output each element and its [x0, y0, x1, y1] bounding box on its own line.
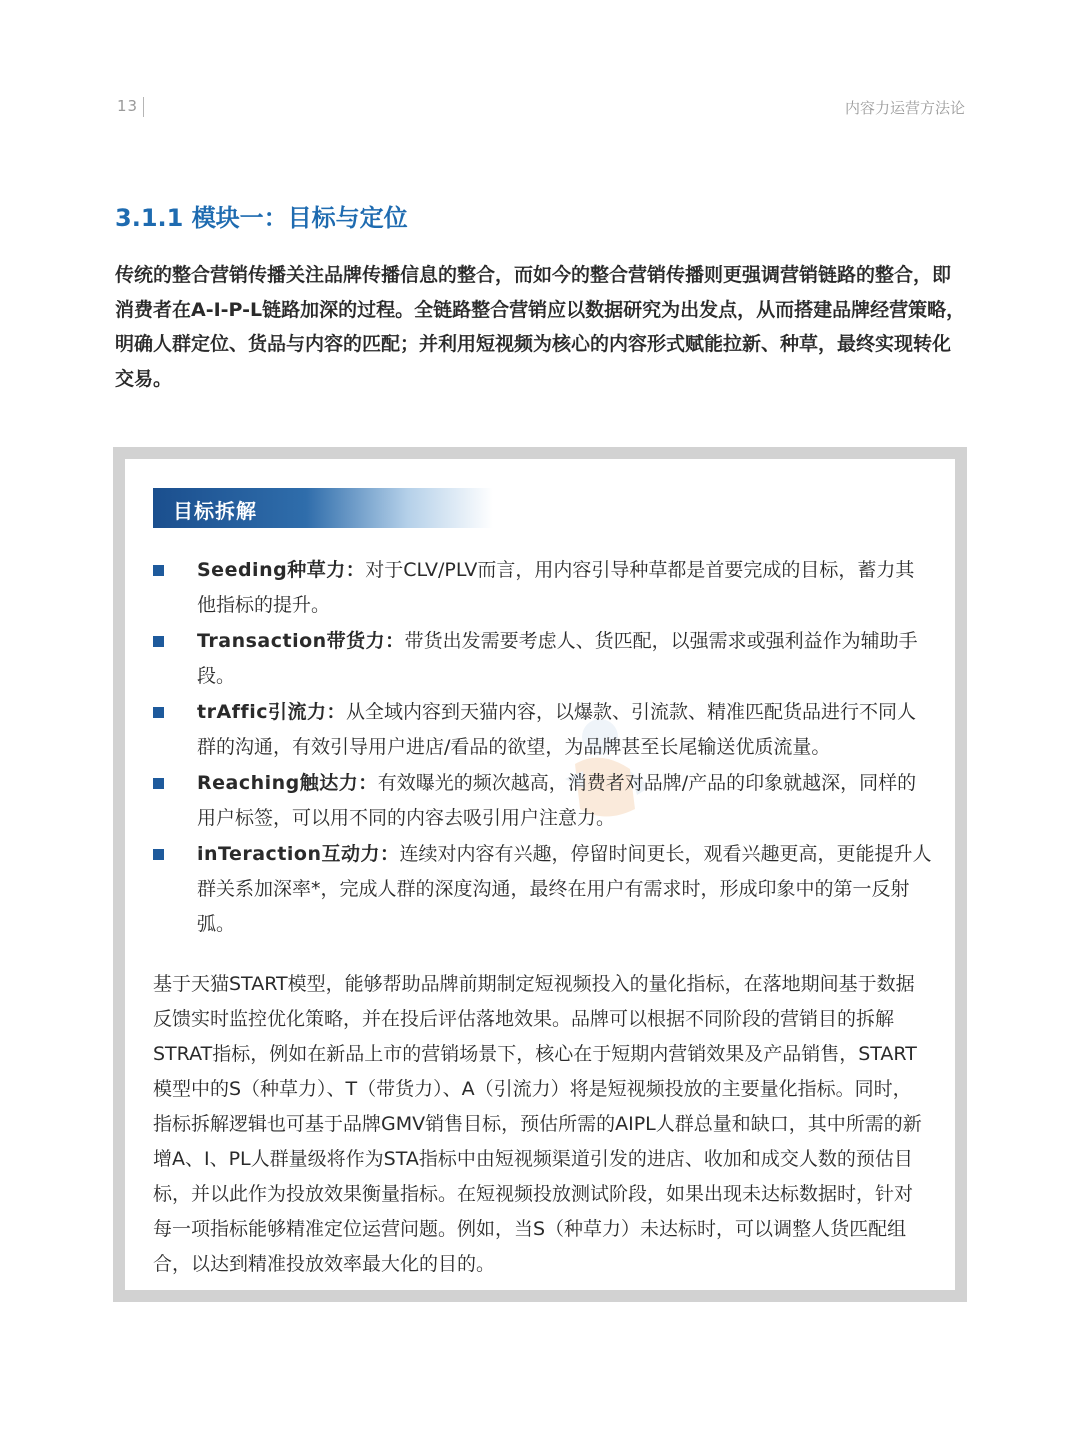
bullet-text: 带货出发需要考虑人、货匹配，以强需求或强利益作为辅助手段。: [197, 630, 918, 687]
square-bullet-icon: [153, 707, 164, 718]
bullet-text: 连续对内容有兴趣，停留时间更长，观看兴趣更高，更能提升人群关系加深率*，完成人群的深度沟通，最终在用户有需求时，形成印象中的第一反射弧。: [197, 843, 932, 935]
bullet-term: Transaction带货力：: [197, 630, 405, 652]
bullet-text: 对于CLV/PLV而言，用内容引导种草都是首要完成的目标，蓄力其他指标的提升。: [197, 559, 915, 616]
page-number: 13: [117, 97, 139, 115]
bullet-term: inTeraction互动力：: [197, 843, 400, 865]
square-bullet-icon: [153, 636, 164, 647]
header-divider: [143, 97, 144, 117]
square-bullet-icon: [153, 849, 164, 860]
metrics-list: [153, 553, 933, 943]
square-bullet-icon: [153, 778, 164, 789]
list-item: [153, 553, 933, 623]
bullet-text: 从全域内容到天猫内容，以爆款、引流款、精准匹配货品进行不同人群的沟通，有效引导用户进店/看品的欲望，为品牌甚至长尾输送优质流量。: [197, 701, 916, 758]
document-title: 内容力运营方法论: [844, 99, 965, 117]
box-title: 目标拆解: [173, 499, 257, 523]
start-model-paragraph: 基于天猫START模型，能够帮助品牌前期制定短视频投入的量化指标，在落地期间基于数据反馈实时监控优化策略，并在投后评估落地效果。品牌可以根据不同阶段的营销目的拆解STRAT指标，例如在新品上市的营销场景下，核心在于短期内营销效果及产品销售，START模型中的S（种草力）、T（带货力）、A（引流力）将是短视频投放的主要量化指标。同时，指标拆解逻辑也可基于品牌GMV销售目标，预估所需的AIPL人群总量和缺口，其中所需的新增A、I、PL人群量级将作为STA指标中由短视频渠道引发的进店、收加和成交人数的预估目标，并以此作为投放效果衡量指标。在短视频投放测试阶段，如果出现未达标数据时，针对每一项指标能够精准定位运营问题。例如，当S（种草力）未达标时，可以调整人货匹配组合，以达到精准投放效率最大化的目的。: [153, 973, 922, 1275]
section-heading: 3.1.1 模块一：目标与定位: [115, 204, 408, 232]
square-bullet-icon: [153, 565, 164, 576]
list-item: [153, 695, 933, 765]
intro-paragraph: 传统的整合营销传播关注品牌传播信息的整合，而如今的整合营销传播则更强调营销链路的整合，即消费者在A-I-P-L链路加深的过程。全链路整合营销应以数据研究为出发点，从而搭建品牌经营策略，明确人群定位、货品与内容的匹配；并利用短视频为核心的内容形式赋能拉新、种草，最终实现转化交易。: [115, 264, 966, 390]
box-title-bar: [153, 488, 493, 528]
bullet-term: Seeding种草力：: [197, 559, 366, 581]
list-item: [153, 766, 933, 836]
bullet-term: trAffic引流力：: [197, 701, 346, 723]
list-item: [153, 837, 933, 942]
list-item: [153, 624, 933, 694]
bullet-term: Reaching触达力：: [197, 772, 378, 794]
bullet-text: 有效曝光的频次越高，消费者对品牌/产品的印象就越深，同样的用户标签，可以用不同的内容去吸引用户注意力。: [197, 772, 917, 829]
